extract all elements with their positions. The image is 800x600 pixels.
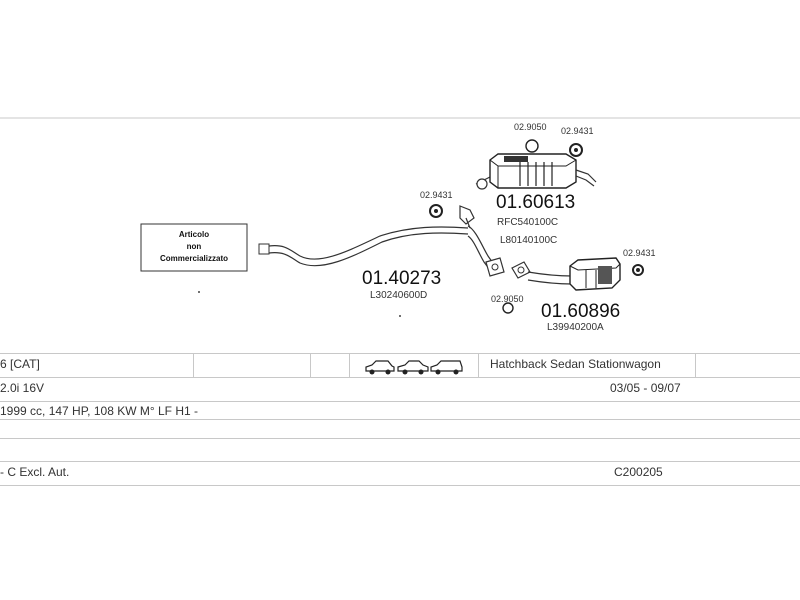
hanger-top-right-number[interactable]: 02.9431	[561, 126, 594, 136]
reference-code: C200205	[614, 465, 663, 479]
engine-specs: 1999 cc, 147 HP, 108 KW M° LF H1 -	[0, 404, 198, 418]
notice-line-2: non	[186, 242, 202, 251]
table-line-7	[0, 485, 800, 486]
table-line-2	[0, 377, 800, 378]
gasket-bottom-number[interactable]: 02.9050	[491, 294, 524, 304]
notice-line-3: Commercializzato	[159, 254, 229, 263]
stationwagon-car-icon	[431, 361, 462, 375]
year-range: 03/05 - 09/07	[610, 381, 681, 395]
middle-silencer-number[interactable]: 01.60613	[496, 192, 576, 213]
middle-silencer-code-2: L80140100C	[500, 235, 558, 246]
table-line-3	[0, 401, 800, 402]
row1-col1: 6 [CAT]	[0, 357, 40, 371]
body-types: Hatchback Sedan Stationwagon	[490, 357, 661, 371]
front-pipe-number[interactable]: 01.40273	[362, 268, 442, 289]
notice-line-1: Articolo	[178, 230, 210, 239]
table-row-3	[0, 403, 800, 421]
hatchback-car-icon	[366, 361, 394, 375]
front-pipe-drawing[interactable]	[259, 206, 495, 270]
table-line-6	[0, 461, 800, 462]
hanger-left-number[interactable]: 02.9431	[420, 190, 453, 200]
gasket-top-number[interactable]: 02.9050	[514, 122, 547, 132]
rear-silencer-drawing[interactable]	[512, 258, 620, 290]
dot-mark	[198, 291, 200, 293]
gasket-bottom-drawing[interactable]	[503, 303, 513, 313]
front-pipe-code: L30240600D	[370, 290, 428, 301]
table-line-5	[0, 438, 800, 439]
table-line-1	[0, 353, 800, 354]
middle-silencer-drawing[interactable]	[476, 154, 596, 189]
engine-label: 2.0i 16V	[0, 381, 45, 395]
rear-silencer-code: L39940200A	[547, 322, 604, 333]
car-icons	[364, 359, 464, 375]
sedan-car-icon	[398, 361, 428, 375]
not-sold-notice	[141, 224, 247, 271]
flange-gasket-drawing[interactable]	[486, 258, 504, 276]
gasket-top-drawing[interactable]	[526, 140, 538, 152]
hanger-right-number[interactable]: 02.9431	[623, 248, 656, 258]
hanger-right-drawing[interactable]	[633, 265, 643, 275]
hanger-top-right-drawing[interactable]	[570, 144, 582, 156]
table-row-5	[0, 463, 800, 485]
dot-mark-2	[399, 315, 401, 317]
table-row-2	[0, 379, 800, 401]
hanger-left-drawing[interactable]	[430, 205, 442, 217]
rear-silencer-number[interactable]: 01.60896	[541, 301, 621, 322]
exclusion-note: - C Excl. Aut.	[0, 465, 70, 479]
middle-silencer-code-1: RFC540100C	[497, 217, 559, 228]
